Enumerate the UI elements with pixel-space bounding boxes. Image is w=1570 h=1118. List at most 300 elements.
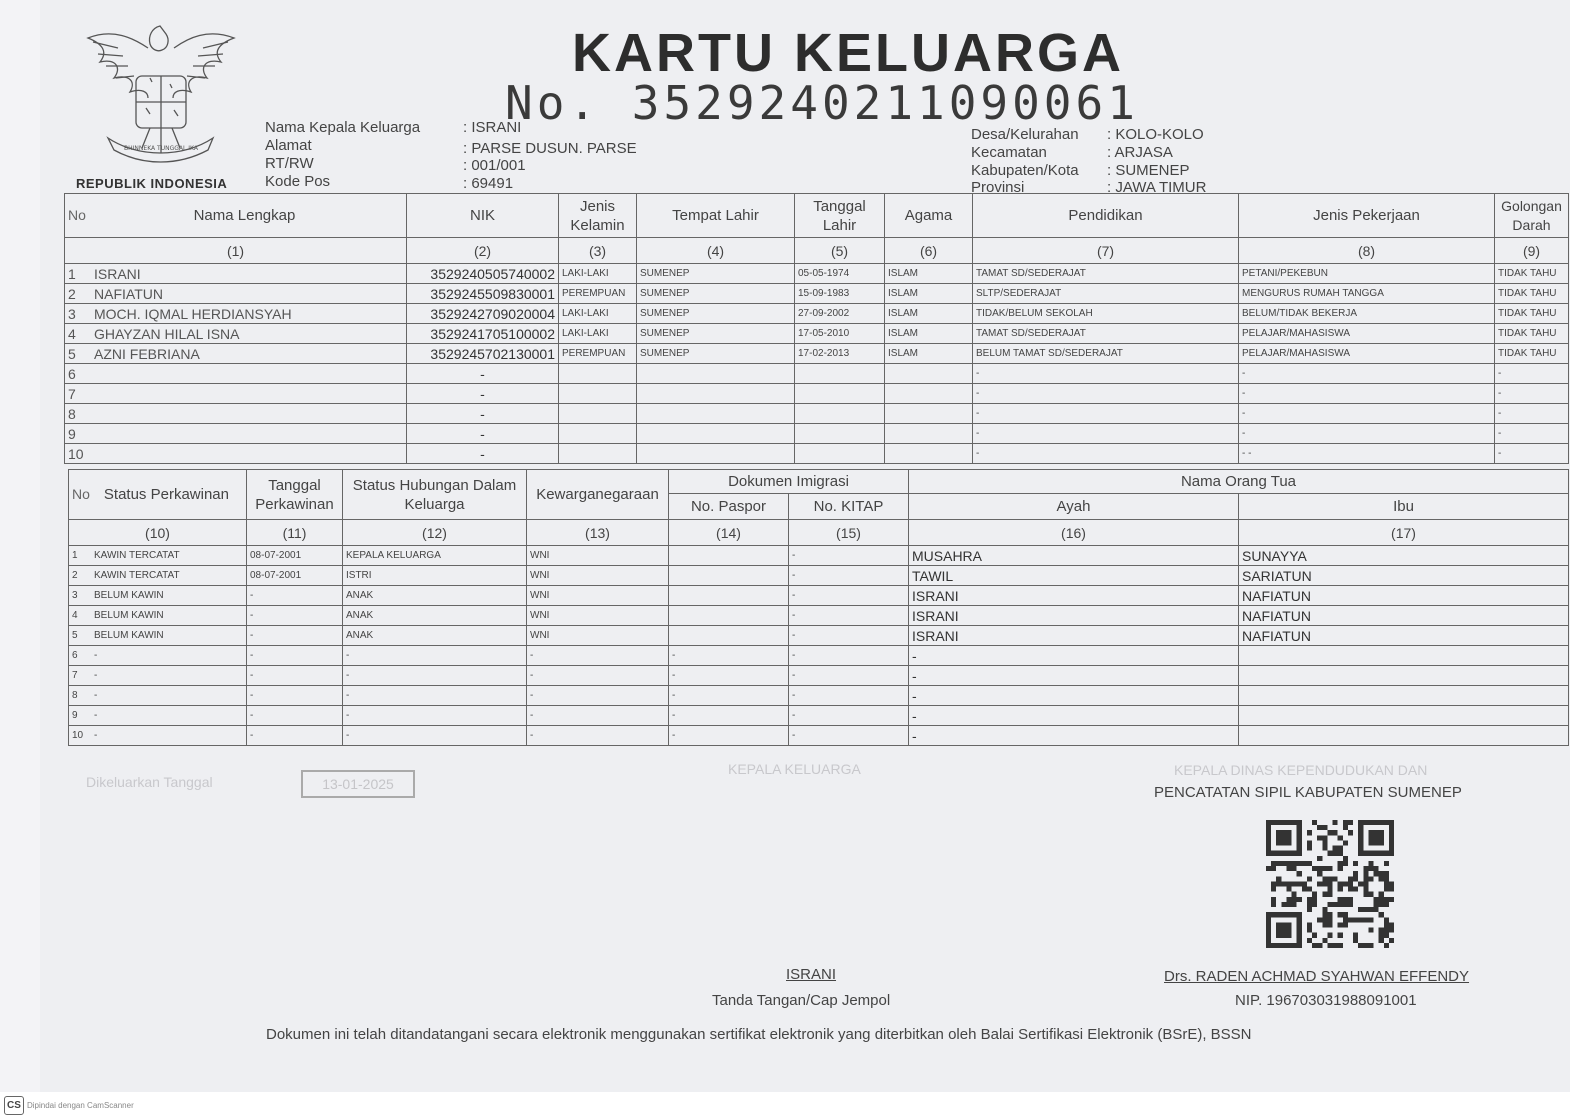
table-row — [69, 606, 1569, 626]
cell-tgl: 15-09-1983 — [795, 284, 885, 304]
cell-darah: - — [1495, 424, 1569, 444]
col-num: (8) — [1239, 238, 1495, 264]
cell-status — [69, 606, 247, 626]
cell-tgl: 17-02-2013 — [795, 344, 885, 364]
cell-ibu: SUNAYYA — [1239, 546, 1569, 566]
camscanner-note: Dipindai dengan CamScanner — [27, 1101, 134, 1110]
cell-ayah: - — [909, 686, 1239, 706]
table-row — [65, 364, 1569, 384]
cell-value: BELUM KAWIN — [94, 610, 164, 621]
row-number: 8 — [68, 405, 76, 422]
col-num: (13) — [527, 520, 669, 546]
cell-nama — [65, 264, 407, 284]
cell-tgl: 08-07-2001 — [247, 546, 343, 566]
cell-tgl: - — [247, 706, 343, 726]
cell-jk — [559, 404, 637, 424]
regency-label: Kabupaten/Kota — [971, 162, 1079, 179]
table-row — [65, 324, 1569, 344]
cell-nama — [65, 424, 407, 444]
cell-paspor — [669, 606, 789, 626]
cell-value: - — [94, 670, 98, 681]
table-row — [65, 344, 1569, 364]
cell-agama — [885, 444, 973, 464]
cell-tempat: SUMENEP — [637, 304, 795, 324]
official-name: Drs. RADEN ACHMAD SYAHWAN EFFENDY — [1164, 968, 1470, 985]
row-number: 7 — [68, 385, 76, 402]
cell-ayah: - — [909, 726, 1239, 746]
table-row — [65, 384, 1569, 404]
cell-kitap: - — [789, 626, 909, 646]
table-row — [65, 444, 1569, 464]
village-value: : KOLO-KOLO — [1107, 126, 1204, 143]
cell-tgl: - — [247, 646, 343, 666]
issued-label: Dikeluarkan Tanggal — [86, 774, 213, 790]
col-num: (16) — [909, 520, 1239, 546]
head-name-value: : ISRANI — [463, 119, 522, 136]
cell-agama: ISLAM — [885, 304, 973, 324]
cell-value: AZNI FEBRIANA — [94, 345, 200, 362]
cell-nama — [65, 284, 407, 304]
cell-nama — [65, 364, 407, 384]
cell-kitap: - — [789, 566, 909, 586]
col-num: (7) — [973, 238, 1239, 264]
header-jenis-kelamin: Jenis Kelamin — [559, 194, 637, 238]
cell-value: NAFIATUN — [94, 285, 163, 302]
cell-kw: - — [527, 726, 669, 746]
cell-darah: TIDAK TAHU — [1495, 344, 1569, 364]
header-tanggal-lahir: Tanggal Lahir — [795, 194, 885, 238]
cell-status — [69, 546, 247, 566]
col-num: (3) — [559, 238, 637, 264]
cell-tempat — [637, 404, 795, 424]
cell-agama — [885, 424, 973, 444]
cell-pendidikan: TIDAK/BELUM SEKOLAH — [973, 304, 1239, 324]
cell-paspor — [669, 626, 789, 646]
cell-nik: - — [407, 444, 559, 464]
cell-nik: 3529245509830001 — [407, 284, 559, 304]
cell-pekerjaan: PELAJAR/MAHASISWA — [1239, 324, 1495, 344]
cell-tgl: 27-09-2002 — [795, 304, 885, 324]
cell-tgl: - — [247, 586, 343, 606]
cell-tgl: - — [247, 626, 343, 646]
cell-kw: - — [527, 686, 669, 706]
cell-nik: 3529240505740002 — [407, 264, 559, 284]
cell-darah: - — [1495, 444, 1569, 464]
column-number-row — [65, 238, 1569, 264]
table-row — [69, 686, 1569, 706]
cell-ibu — [1239, 706, 1569, 726]
cell-kw: - — [527, 706, 669, 726]
table-row — [69, 546, 1569, 566]
col-num: (17) — [1239, 520, 1569, 546]
cell-tgl: - — [247, 606, 343, 626]
table-row — [69, 566, 1569, 586]
head-name-label: Nama Kepala Keluarga — [265, 119, 421, 136]
cell-paspor: - — [669, 726, 789, 746]
cell-ibu: NAFIATUN — [1239, 626, 1569, 646]
row-number: 6 — [68, 365, 76, 382]
cell-status — [69, 646, 247, 666]
cell-ayah: - — [909, 706, 1239, 726]
col-num: (6) — [885, 238, 973, 264]
col-num: (4) — [637, 238, 795, 264]
cell-value: MOCH. IQMAL HERDIANSYAH — [94, 305, 292, 322]
cell-kitap: - — [789, 706, 909, 726]
address-value: : PARSE DUSUN. PARSE — [463, 140, 637, 157]
cell-hub: ANAK — [343, 586, 527, 606]
cell-pekerjaan: BELUM/TIDAK BEKERJA — [1239, 304, 1495, 324]
row-number: 3 — [72, 590, 78, 601]
cell-kw: - — [527, 666, 669, 686]
qr-code-icon — [1266, 820, 1394, 948]
cell-pekerjaan: PELAJAR/MAHASISWA — [1239, 344, 1495, 364]
cell-darah: TIDAK TAHU — [1495, 304, 1569, 324]
header-pendidikan: Pendidikan — [973, 194, 1239, 238]
cell-kw: WNI — [527, 586, 669, 606]
cell-status — [69, 686, 247, 706]
cell-ayah: TAWIL — [909, 566, 1239, 586]
cell-pendidikan: - — [973, 384, 1239, 404]
row-number: 6 — [72, 650, 78, 661]
col-num: (9) — [1495, 238, 1569, 264]
cell-status — [69, 666, 247, 686]
header-ibu: Ibu — [1239, 494, 1569, 520]
address-label: Alamat — [265, 137, 312, 154]
header-nik: NIK — [407, 194, 559, 238]
row-number: 3 — [68, 305, 76, 322]
table-row — [69, 646, 1569, 666]
republic-label: REPUBLIK INDONESIA — [76, 176, 228, 191]
cell-pekerjaan: - — [1239, 364, 1495, 384]
marital-parents-table — [68, 469, 1569, 746]
cell-ayah: ISRANI — [909, 626, 1239, 646]
kk-sign-caption: Tanda Tangan/Cap Jempol — [712, 992, 891, 1009]
camscanner-logo-icon: CS — [4, 1096, 24, 1115]
cell-pekerjaan: PETANI/PEKEBUN — [1239, 264, 1495, 284]
cell-hub: - — [343, 646, 527, 666]
col-num: (5) — [795, 238, 885, 264]
col-num: (12) — [343, 520, 527, 546]
cell-kitap: - — [789, 586, 909, 606]
cell-kitap: - — [789, 726, 909, 746]
row-number: 7 — [72, 670, 78, 681]
cell-nama — [65, 404, 407, 424]
cell-ibu: NAFIATUN — [1239, 586, 1569, 606]
cell-tempat — [637, 384, 795, 404]
cell-tgl: - — [247, 726, 343, 746]
district-value: : ARJASA — [1107, 144, 1173, 161]
cell-nama — [65, 304, 407, 324]
kadis-title-line2: PENCATATAN SIPIL KABUPATEN SUMENEP — [1154, 784, 1462, 801]
cell-jk: PEREMPUAN — [559, 344, 637, 364]
cell-paspor — [669, 546, 789, 566]
cell-ayah: MUSAHRA — [909, 546, 1239, 566]
cell-ibu — [1239, 686, 1569, 706]
row-number: 5 — [72, 630, 78, 641]
header-tempat-lahir: Tempat Lahir — [637, 194, 795, 238]
row-number: 5 — [68, 345, 76, 362]
cell-kitap: - — [789, 606, 909, 626]
header-nama-orang-tua: Nama Orang Tua — [909, 470, 1569, 494]
cell-agama: ISLAM — [885, 324, 973, 344]
cell-nik: - — [407, 384, 559, 404]
cell-pendidikan: - — [973, 444, 1239, 464]
cell-ibu — [1239, 726, 1569, 746]
col-num: (1) — [65, 238, 407, 264]
table-row — [65, 404, 1569, 424]
cell-hub: - — [343, 726, 527, 746]
page-title: KARTU KELUARGA — [572, 23, 1124, 83]
cell-nama — [65, 444, 407, 464]
cell-value: GHAYZAN HILAL ISNA — [94, 325, 240, 342]
cell-kitap: - — [789, 666, 909, 686]
cell-kitap: - — [789, 686, 909, 706]
cell-ayah: ISRANI — [909, 606, 1239, 626]
cell-hub: - — [343, 706, 527, 726]
cell-tgl: 05-05-1974 — [795, 264, 885, 284]
official-nip: NIP. 196703031988091001 — [1235, 992, 1417, 1009]
cell-status — [69, 726, 247, 746]
cell-paspor: - — [669, 666, 789, 686]
cell-value: - — [94, 690, 98, 701]
col-num: (11) — [247, 520, 343, 546]
cell-jk — [559, 424, 637, 444]
village-label: Desa/Kelurahan — [971, 126, 1079, 143]
cell-pendidikan: TAMAT SD/SEDERAJAT — [973, 264, 1239, 284]
cell-status — [69, 566, 247, 586]
table-row — [65, 304, 1569, 324]
cell-ibu: NAFIATUN — [1239, 606, 1569, 626]
cell-nama — [65, 324, 407, 344]
table-row — [69, 706, 1569, 726]
cell-value: - — [94, 650, 98, 661]
cell-pekerjaan: - — [1239, 424, 1495, 444]
table-row — [69, 586, 1569, 606]
cell-kitap: - — [789, 546, 909, 566]
cell-jk: PEREMPUAN — [559, 284, 637, 304]
cell-nik: - — [407, 364, 559, 384]
header-ayah: Ayah — [909, 494, 1239, 520]
cell-darah: - — [1495, 404, 1569, 424]
cell-ibu — [1239, 646, 1569, 666]
table-row — [65, 284, 1569, 304]
cell-pekerjaan: - - — [1239, 444, 1495, 464]
cell-tgl — [795, 424, 885, 444]
cell-ibu: SARIATUN — [1239, 566, 1569, 586]
cell-agama: ISLAM — [885, 284, 973, 304]
cell-ayah: - — [909, 666, 1239, 686]
cell-jk — [559, 444, 637, 464]
province-label: Provinsi — [971, 179, 1025, 196]
cell-hub: ANAK — [343, 606, 527, 626]
cell-pendidikan: SLTP/SEDERAJAT — [973, 284, 1239, 304]
scanner-strip — [0, 1092, 1570, 1118]
cell-value: BELUM KAWIN — [94, 630, 164, 641]
cell-pekerjaan: - — [1239, 384, 1495, 404]
row-number: 4 — [68, 325, 76, 342]
col-num: (2) — [407, 238, 559, 264]
table-row — [69, 626, 1569, 646]
cell-tempat — [637, 364, 795, 384]
regency-value: : SUMENEP — [1107, 162, 1190, 179]
header-paspor: No. Paspor — [669, 494, 789, 520]
row-number: 10 — [68, 445, 84, 462]
cell-tgl — [795, 364, 885, 384]
header-golongan-darah: Golongan Darah — [1495, 194, 1569, 238]
district-label: Kecamatan — [971, 144, 1047, 161]
header-kitap: No. KITAP — [789, 494, 909, 520]
cell-tempat: SUMENEP — [637, 324, 795, 344]
cell-kw: - — [527, 646, 669, 666]
cell-darah: - — [1495, 384, 1569, 404]
col-num: (14) — [669, 520, 789, 546]
cell-hub: - — [343, 666, 527, 686]
table-row — [65, 264, 1569, 284]
header-agama: Agama — [885, 194, 973, 238]
cell-pendidikan: TAMAT SD/SEDERAJAT — [973, 324, 1239, 344]
cell-nik: - — [407, 404, 559, 424]
cell-tgl — [795, 384, 885, 404]
cell-paspor — [669, 586, 789, 606]
cell-tgl — [795, 404, 885, 424]
emblem-motto: BHINNEKA TUNGGAL IKA — [124, 145, 198, 152]
cell-ayah: ISRANI — [909, 586, 1239, 606]
header-pekerjaan: Jenis Pekerjaan — [1239, 194, 1495, 238]
cell-nik: 3529241705100002 — [407, 324, 559, 344]
garuda-emblem-icon — [78, 18, 243, 168]
cell-pendidikan: - — [973, 404, 1239, 424]
kadis-title-line1: KEPALA DINAS KEPENDUDUKAN DAN — [1174, 762, 1428, 778]
cell-tempat — [637, 444, 795, 464]
cell-status — [69, 706, 247, 726]
cell-paspor: - — [669, 706, 789, 726]
postal-label: Kode Pos — [265, 173, 331, 190]
cell-agama: ISLAM — [885, 344, 973, 364]
table-row — [65, 424, 1569, 444]
kk-number: No. 3529240211090061 — [505, 76, 1139, 130]
cell-tgl: 08-07-2001 — [247, 566, 343, 586]
issued-date: 13-01-2025 — [301, 770, 415, 798]
cell-ibu — [1239, 666, 1569, 686]
cell-value: KAWIN TERCATAT — [94, 550, 180, 561]
cell-tempat: SUMENEP — [637, 284, 795, 304]
cell-agama — [885, 404, 973, 424]
cell-jk — [559, 384, 637, 404]
cell-tempat: SUMENEP — [637, 344, 795, 364]
col-num: (10) — [69, 520, 247, 546]
kk-signatory-name: ISRANI — [786, 966, 837, 983]
cell-pendidikan: BELUM TAMAT SD/SEDERAJAT — [973, 344, 1239, 364]
rtrw-label: RT/RW — [265, 155, 314, 172]
row-number: 8 — [72, 690, 78, 701]
family-members-table — [64, 193, 1569, 464]
cell-hub: KEPALA KELUARGA — [343, 546, 527, 566]
cell-tempat — [637, 424, 795, 444]
cell-tgl: - — [247, 666, 343, 686]
col-num: (15) — [789, 520, 909, 546]
cell-value: BELUM KAWIN — [94, 590, 164, 601]
table-row — [69, 666, 1569, 686]
cell-value: ISRANI — [94, 265, 141, 282]
cell-paspor: - — [669, 686, 789, 706]
cell-value: - — [94, 730, 98, 741]
row-number: 1 — [68, 265, 76, 282]
cell-agama: ISLAM — [885, 264, 973, 284]
cell-nik: - — [407, 424, 559, 444]
cell-nik: 3529245702130001 — [407, 344, 559, 364]
header-nama: No Nama Lengkap — [65, 194, 407, 238]
postal-value: : 69491 — [463, 175, 514, 192]
cell-agama — [885, 364, 973, 384]
cell-hub: - — [343, 686, 527, 706]
cell-nik: 3529242709020004 — [407, 304, 559, 324]
cell-tgl: - — [247, 686, 343, 706]
cell-value: KAWIN TERCATAT — [94, 570, 180, 581]
cell-nama — [65, 384, 407, 404]
row-number: 4 — [72, 610, 78, 621]
cell-darah: TIDAK TAHU — [1495, 284, 1569, 304]
cell-jk: LAKI-LAKI — [559, 304, 637, 324]
rtrw-value: : 001/001 — [463, 157, 526, 174]
cell-kw: WNI — [527, 566, 669, 586]
electronic-signature-statement: Dokumen ini telah ditandatangani secara elektronik menggunakan sertifikat elektronik yang diterbitkan oleh Balai Sertifikasi Elektronik (BSrE), BSSN — [266, 1026, 1252, 1043]
cell-darah: - — [1495, 364, 1569, 384]
cell-paspor: - — [669, 646, 789, 666]
table-row — [69, 726, 1569, 746]
cell-tgl — [795, 444, 885, 464]
cell-status — [69, 626, 247, 646]
province-value: : JAWA TIMUR — [1107, 179, 1207, 196]
cell-value: - — [94, 710, 98, 721]
cell-pekerjaan: - — [1239, 404, 1495, 424]
cell-paspor — [669, 566, 789, 586]
kk-sign-title: KEPALA KELUARGA — [728, 761, 861, 777]
cell-nama — [65, 344, 407, 364]
cell-status — [69, 586, 247, 606]
cell-jk: LAKI-LAKI — [559, 324, 637, 344]
header-status-perkawinan: No Status Perkawinan — [69, 470, 247, 520]
cell-jk: LAKI-LAKI — [559, 264, 637, 284]
header-kewarganegaraan: Kewarganegaraan — [527, 470, 669, 520]
cell-ayah: - — [909, 646, 1239, 666]
row-number: 2 — [68, 285, 76, 302]
cell-hub: ANAK — [343, 626, 527, 646]
header-dokumen-imigrasi: Dokumen Imigrasi — [669, 470, 909, 494]
cell-tgl: 17-05-2010 — [795, 324, 885, 344]
header-tanggal-perkawinan: Tanggal Perkawinan — [247, 470, 343, 520]
row-number: 2 — [72, 570, 78, 581]
cell-pendidikan: - — [973, 424, 1239, 444]
cell-kw: WNI — [527, 626, 669, 646]
cell-kw: WNI — [527, 606, 669, 626]
cell-agama — [885, 384, 973, 404]
cell-hub: ISTRI — [343, 566, 527, 586]
row-number: 9 — [68, 425, 76, 442]
row-number: 9 — [72, 710, 78, 721]
cell-darah: TIDAK TAHU — [1495, 324, 1569, 344]
cell-tempat: SUMENEP — [637, 264, 795, 284]
cell-pekerjaan: MENGURUS RUMAH TANGGA — [1239, 284, 1495, 304]
column-number-row — [69, 520, 1569, 546]
cell-kw: WNI — [527, 546, 669, 566]
header-status-hubungan: Status Hubungan Dalam Keluarga — [343, 470, 527, 520]
cell-darah: TIDAK TAHU — [1495, 264, 1569, 284]
cell-jk — [559, 364, 637, 384]
cell-kitap: - — [789, 646, 909, 666]
cell-pendidikan: - — [973, 364, 1239, 384]
row-number: 1 — [72, 550, 78, 561]
row-number: 10 — [72, 730, 84, 741]
